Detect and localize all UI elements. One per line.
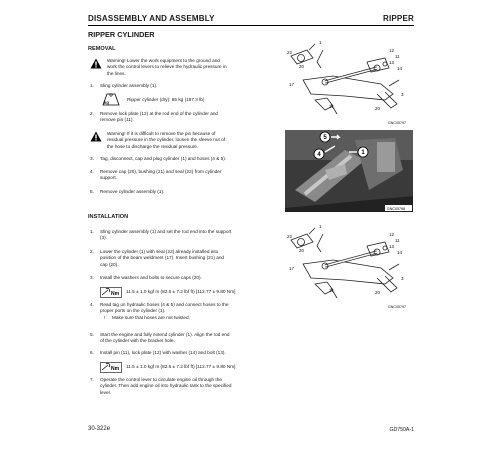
install-step-7-line: cylinder. Then add engine oil into hydraulic tank to the specified	[100, 383, 232, 389]
fig1-label: 11	[395, 54, 400, 59]
removal-heading: REMOVAL	[88, 46, 116, 52]
page-number	[88, 426, 110, 432]
install-step-1	[100, 229, 315, 242]
warning-2	[107, 131, 312, 150]
install-step-2	[100, 249, 315, 268]
removal-step-2-line: remove pin (11).	[100, 117, 134, 123]
torque-spec-2: 11.5 ± 1.0 kgf m (82.6 ± 7.2 lbf ft) [112.77 ± 9.80 Nm]	[126, 364, 236, 369]
fig2-label: 4	[317, 152, 321, 159]
fig1-label: 22	[287, 50, 293, 55]
removal-step-4-number: 4.	[90, 169, 94, 174]
warning-icon	[90, 131, 102, 142]
removal-step-2-line: Remove lock plate (12) at the rod end of the cylinder and	[100, 111, 219, 116]
removal-step-2	[100, 111, 310, 124]
removal-step-4-line: support.	[100, 175, 117, 181]
removal-step-4-line: Remove cap (20), bushing (21) and seal (22) from cylinder	[100, 169, 222, 174]
page-header	[88, 13, 414, 26]
install-step-7	[100, 377, 315, 396]
fig1-label: 20	[375, 106, 381, 111]
fig1-label: 17	[289, 82, 295, 87]
ripper-cylinder-diagram	[285, 38, 413, 128]
removal-step-3: Tag, disconnect, cap and plug cylinder (1) and hoses (4 & 5).	[100, 156, 227, 161]
fig3-label: 22	[287, 234, 293, 239]
warning-1-line: work the control levers to relieve the hydraulic pressure in	[107, 64, 227, 70]
install-step-5	[100, 332, 315, 345]
fig1-label: 12	[389, 48, 395, 53]
install-step-7-line: Operate the control lever to circulate engine oil through the	[100, 377, 222, 382]
fig3-label: 11	[395, 238, 400, 243]
fig2-label: 5	[323, 135, 327, 142]
model-code: GD750A-1	[389, 427, 414, 433]
install-step-5-line: Start the engine and fully extend cylinder (1). Align the rod end	[100, 332, 230, 337]
install-step-1-number: 1.	[90, 229, 94, 234]
fig1-code: GNC05797	[388, 121, 406, 125]
install-step-2-line: cap (20).	[100, 261, 119, 267]
header-topic: RIPPER	[383, 14, 414, 23]
install-step-6: Install pin (11), lock plate (12) with washer (14) and bolt (13).	[100, 350, 226, 355]
page-number-main: 30-322	[88, 426, 107, 432]
weight-kg-label: kg	[104, 100, 109, 105]
removal-step-4	[100, 169, 310, 182]
install-step-7-number: 7.	[90, 377, 94, 382]
warning-1-line: the lines.	[107, 70, 126, 76]
fig1-label: 3	[401, 92, 404, 97]
svg-text:Nm: Nm	[111, 291, 120, 297]
install-step-6-number: 6.	[90, 350, 94, 355]
fig1-label: 21	[329, 104, 335, 109]
install-step-5-line: of the cylinder with the bracket hole.	[100, 338, 175, 344]
fig3-label: 17	[289, 266, 295, 271]
install-step-3-number: 3.	[90, 275, 94, 280]
warning-1-line: Warning! Lower the work equipment to the ground and	[107, 58, 220, 63]
install-step-4	[100, 302, 315, 315]
install-step-4-number: 4.	[90, 302, 94, 307]
removal-step-5: Remove cylinder assembly (1).	[100, 189, 165, 194]
note-mark: !	[104, 315, 106, 320]
install-step-2-number: 2.	[90, 249, 94, 254]
fig3-label: 20	[299, 248, 305, 253]
fig1-label: 20	[299, 64, 305, 69]
warning-2-line: Warning! If it is difficult to remove the pin because of	[107, 131, 216, 136]
fig2-label: 1	[361, 150, 365, 157]
removal-step-5-number: 5.	[90, 189, 94, 194]
fig3-label: 3	[401, 276, 404, 281]
cylinder-weight: Ripper cylinder (dry): 85 kg (187.3 lb)	[127, 97, 205, 102]
fig1-label: 1	[319, 40, 322, 45]
fig3-code: GNC05797	[388, 305, 406, 309]
warning-icon	[90, 58, 102, 69]
svg-text:Nm: Nm	[111, 366, 120, 372]
removal-step-1-number: 1.	[90, 83, 94, 88]
torque-wrench-icon	[100, 287, 122, 298]
fig3-label: 13	[389, 244, 395, 249]
installation-heading: INSTALLATION	[88, 214, 129, 220]
warning-1	[107, 58, 312, 77]
fig3-label: 1	[319, 224, 322, 229]
page-title: RIPPER CYLINDER	[88, 30, 155, 39]
ripper-cylinder-photo	[285, 130, 413, 212]
install-step-3: Install the washers and bolts to secure caps (20).	[100, 275, 202, 280]
ripper-cylinder-diagram-install	[285, 222, 413, 312]
fig2-code: GNC05798	[387, 206, 405, 211]
torque-spec-1: 11.5 ± 1.0 kgf m (82.6 ± 7.2 lbf ft) [112.77 ± 9.80 Nm]	[126, 289, 236, 294]
removal-step-3-number: 3.	[90, 156, 94, 161]
warning-2-line: the hose to discharge the residual pressure.	[107, 143, 199, 149]
fig1-label: 14	[397, 66, 403, 71]
install-step-5-number: 5.	[90, 332, 94, 337]
install-step-1-line: Sling cylinder assembly (1) and set the rod end into the support	[100, 229, 232, 234]
removal-step-2-number: 2.	[90, 111, 94, 116]
torque-wrench-icon	[100, 362, 122, 373]
install-step-1-line: (3).	[100, 235, 108, 241]
install-step-7-line: level.	[100, 389, 111, 395]
fig1-label: 13	[389, 60, 395, 65]
fig3-label: 21	[329, 288, 335, 293]
fig3-label: 12	[389, 232, 395, 237]
install-step-4-note: Make sure that hoses are not twisted.	[112, 315, 190, 320]
page-number-suffix: e	[106, 426, 111, 432]
install-step-2-line: position of the beam weldment (17). Insert bushing (21) and	[100, 255, 225, 261]
fig3-label: 14	[397, 250, 403, 255]
header-section: DISASSEMBLY AND ASSEMBLY	[88, 14, 215, 23]
install-step-2-line: Lower the cylinder (1) with seal (22) already installed into	[100, 249, 219, 254]
warning-2-line: residual pressure in the cylinder, loosen the sleeve nut of	[107, 137, 226, 143]
fig3-label: 20	[375, 290, 381, 295]
install-step-4-line: proper ports on the cylinder (1).	[100, 308, 166, 314]
removal-step-1: Sling cylinder assembly (1).	[100, 83, 158, 88]
install-step-4-line: Read tag on hydraulic hoses (4 & 5) and connect hoses to the	[100, 302, 229, 307]
